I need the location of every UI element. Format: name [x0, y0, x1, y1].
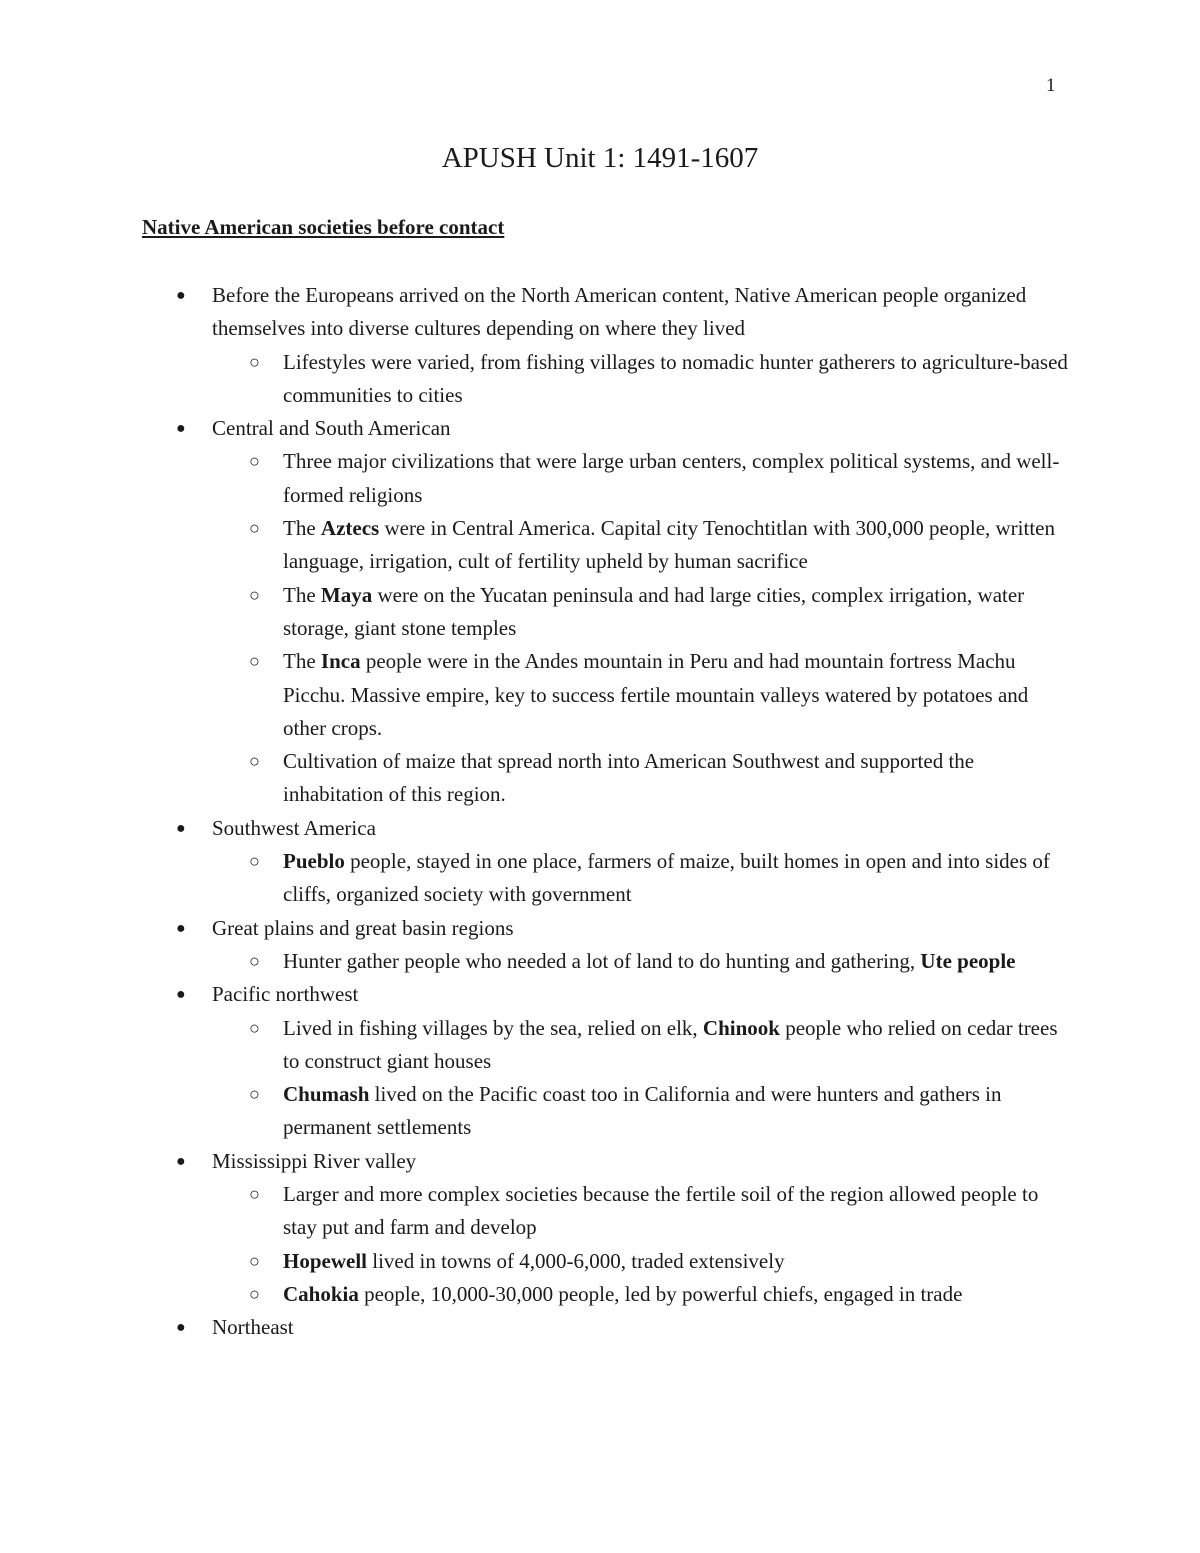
- bullet-item: [0, 279, 1072, 346]
- bold-term: Pueblo: [283, 849, 345, 874]
- item-text: The: [283, 582, 321, 607]
- item-text: Larger and more complex societies because the fertile soil of the region allowed people to stay put and farm and develop: [283, 1182, 1039, 1240]
- hollow-bullet-icon: ○: [249, 351, 260, 372]
- bullet-item: [0, 1145, 1072, 1178]
- hollow-bullet-icon: ○: [249, 1283, 260, 1304]
- filled-bullet-icon: ●: [176, 919, 186, 937]
- item-text: Three major civilizations that were large urban centers, complex political systems, and well-formed religions: [283, 449, 1060, 507]
- document-title: APUSH Unit 1: 1491-1607: [441, 142, 759, 174]
- filled-bullet-icon: ●: [176, 1319, 186, 1337]
- sub-bullet-item: [0, 445, 1073, 512]
- hollow-bullet-icon: ○: [249, 1250, 260, 1271]
- item-text: Lifestyles were varied, from fishing villages to nomadic hunter gatherers to agriculture-based communities to cities: [283, 349, 1068, 407]
- outline-list: [0, 279, 1200, 1345]
- item-text: Central and South American: [212, 416, 451, 441]
- bold-term: Chinook: [702, 1015, 780, 1040]
- section-heading: Native American societies before contact: [142, 215, 505, 239]
- item-text: The: [283, 516, 321, 541]
- hollow-bullet-icon: ○: [249, 518, 260, 539]
- sub-bullet-item: [0, 1012, 1073, 1079]
- filled-bullet-icon: ●: [176, 819, 186, 837]
- item-text: people, 10,000-30,000 people, led by powerful chiefs, engaged in trade: [358, 1281, 963, 1306]
- hollow-bullet-icon: ○: [249, 1017, 260, 1038]
- bullet-item: [0, 912, 1072, 945]
- hollow-bullet-icon: ○: [249, 584, 260, 605]
- item-text: people, stayed in one place, farmers of maize, built homes in open and into sides of cliffs, organized society with government: [283, 849, 1050, 907]
- sub-bullet-item: [0, 512, 1073, 579]
- item-text: were in Central America. Capital city Tenochtitlan with 300,000 people, written language, irrigation, cult of fertility upheld by human sacrifice: [283, 516, 1055, 574]
- bold-term: Hopewell: [283, 1248, 367, 1273]
- bold-term: Aztecs: [320, 516, 380, 541]
- hollow-bullet-icon: ○: [249, 950, 260, 971]
- hollow-bullet-icon: ○: [249, 1184, 260, 1205]
- sub-bullet-item: [0, 645, 1073, 745]
- item-text: Great plains and great basin regions: [212, 915, 514, 940]
- sub-bullet-item: [0, 1078, 1073, 1145]
- item-text: Mississippi River valley: [212, 1148, 417, 1173]
- bullet-item: [0, 978, 1072, 1011]
- item-text: people were in the Andes mountain in Peru and had mountain fortress Machu Picchu. Massive empire, key to success fertile mountain valleys watered by potatoes and other crops.: [283, 649, 1029, 740]
- item-text: Hunter gather people who needed a lot of land to do hunting and gathering,: [283, 948, 921, 973]
- sub-bullet-item: [0, 1278, 1073, 1311]
- item-text: Before the Europeans arrived on the North American content, Native American people organized themselves into diverse cultures depending on where they lived: [212, 283, 1027, 341]
- bullet-item: [0, 412, 1072, 445]
- sub-bullet-item: [0, 346, 1073, 413]
- sub-bullet-item: [0, 845, 1073, 912]
- sub-bullet-item: [0, 579, 1073, 646]
- bold-term: Inca: [320, 649, 361, 674]
- hollow-bullet-icon: ○: [249, 1084, 260, 1105]
- filled-bullet-icon: ●: [176, 287, 186, 304]
- filled-bullet-icon: ●: [176, 986, 186, 1004]
- sub-bullet-item: [0, 1178, 1073, 1245]
- item-text: Pacific northwest: [212, 982, 359, 1007]
- item-text: Cultivation of maize that spread north into American Southwest and supported the inhabitation of this region.: [283, 749, 975, 807]
- bold-term: Cahokia: [283, 1281, 359, 1306]
- page-number: 1: [1046, 75, 1056, 96]
- filled-bullet-icon: ●: [176, 1152, 186, 1170]
- sub-bullet-item: [0, 1245, 1073, 1278]
- item-text: The: [283, 649, 321, 674]
- hollow-bullet-icon: ○: [249, 851, 260, 872]
- hollow-bullet-icon: ○: [249, 751, 260, 772]
- item-text: lived on the Pacific coast too in California and were hunters and gathers in permanent settlements: [283, 1082, 1002, 1140]
- hollow-bullet-icon: ○: [249, 651, 260, 672]
- bullet-item: [0, 1311, 1072, 1344]
- item-text: Lived in fishing villages by the sea, relied on elk,: [283, 1015, 703, 1040]
- filled-bullet-icon: ●: [176, 420, 186, 438]
- item-text: lived in towns of 4,000-6,000, traded extensively: [367, 1248, 785, 1273]
- sub-bullet-item: [0, 945, 1073, 978]
- bold-term: Chumash: [283, 1082, 370, 1107]
- item-text: Northeast: [212, 1315, 294, 1340]
- item-text: were on the Yucatan peninsula and had large cities, complex irrigation, water storage, giant stone temples: [283, 582, 1025, 640]
- item-text: people who relied on cedar trees to construct giant houses: [283, 1015, 1058, 1073]
- hollow-bullet-icon: ○: [249, 451, 260, 472]
- sub-bullet-item: [0, 745, 1073, 812]
- bullet-item: [0, 812, 1072, 845]
- bold-term: Ute people: [920, 948, 1016, 973]
- bold-term: Maya: [320, 582, 373, 607]
- item-text: Southwest America: [212, 815, 376, 840]
